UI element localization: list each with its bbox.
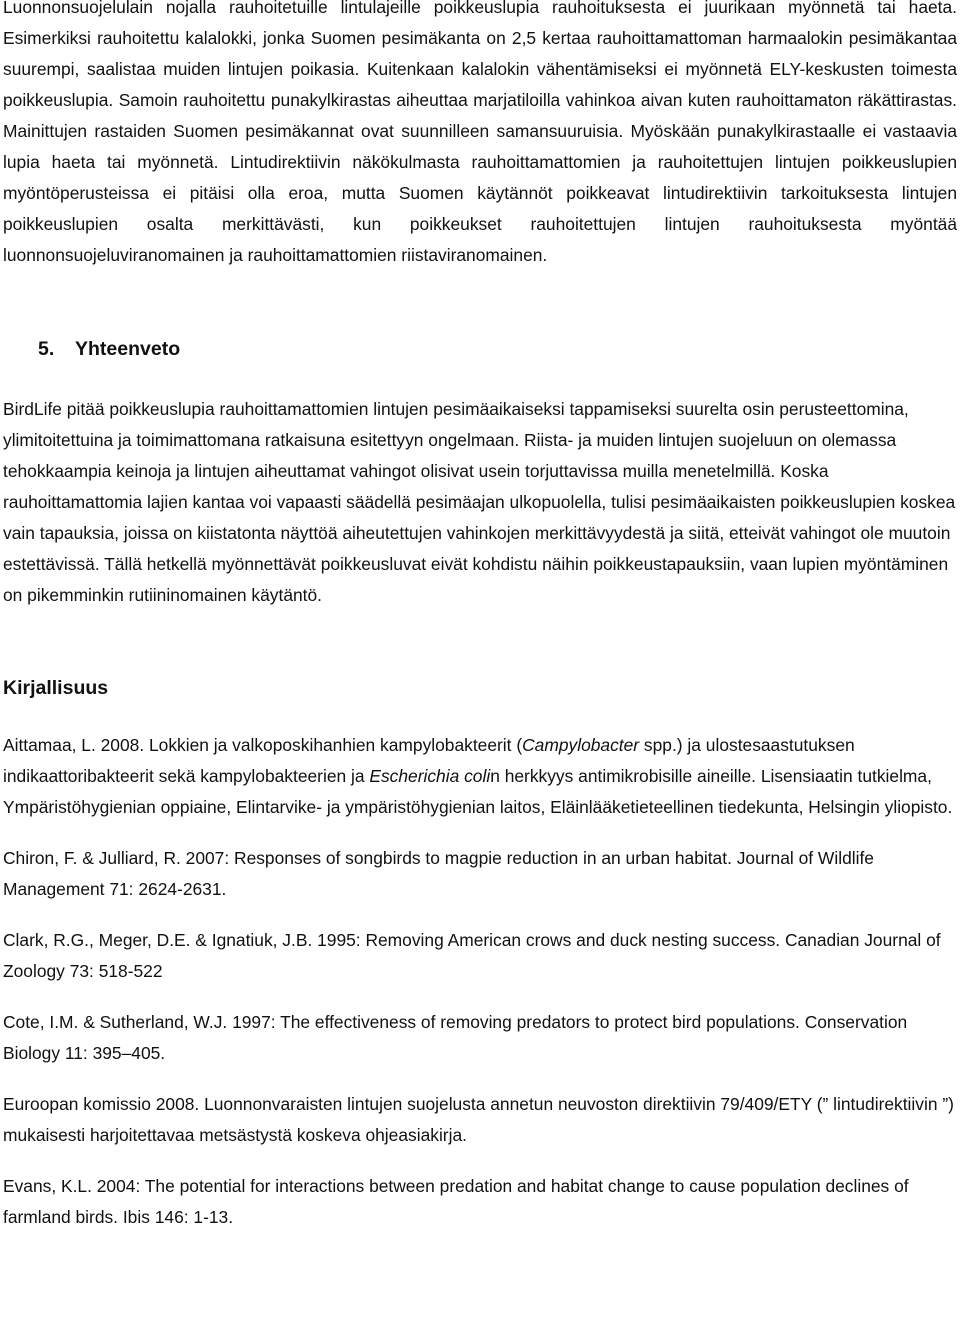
references-heading: Kirjallisuus	[3, 677, 109, 699]
ref-italic-genus: Campylobacter	[522, 735, 640, 755]
ref-italic-species: Escherichia coli	[369, 766, 491, 786]
section-number: 5.	[38, 338, 55, 360]
ref-text: spp.) ja ulostesaastutuksen indikaattoribakteerit sekä kampylobakteerien ja	[3, 735, 855, 786]
reference-entry-chiron: Chiron, F. & Julliard, R. 2007: Responses of songbirds to magpie reduction in an urban habitat. Journal of Wildlife Management 71: 2624-2631.	[3, 848, 874, 899]
reference-entry-clark: Clark, R.G., Meger, D.E. & Ignatiuk, J.B. 1995: Removing American crows and duck nesting success. Canadian Journal of Zoology 73: 518-522	[3, 930, 941, 981]
section-title: Yhteenveto	[75, 338, 181, 360]
intro-paragraph: Luonnonsuojelulain nojalla rauhoitetuille lintulajeille poikkeuslupia rauhoituksesta ei juurikaan myönnetä tai haeta. Esimerkiksi rauhoitettu kalalokki, jonka Suomen pesimäkanta on 2,5 kertaa rauhoittamattoman harmaalokin pesimäkantaa suurempi, saalistaa muiden lintujen poikasia. Kuitenkaan kalalokin vähentämiseksi ei myönnetä ELY-keskusten toimesta poikkeuslupia. Samoin rauhoitettu punakylkirastas aiheuttaa marjatiloilla vahinkoa aivan kuten rauhoittamaton räkättirastas. Mainittujen rastaiden Suomen pesimäkannat ovat suunnilleen samansuuruisia. Myöskään punakylkirastaalle ei vastaavia lupia haeta tai myönnetä. Lintudirektiivin näkökulmasta rauhoittamattomien ja rauhoitettujen lintujen poikkeuslupien myöntöperusteissa ei pitäisi olla eroa, mutta Suomen käytännöt poikkeavat lintudirektiivin tarkoituksesta lintujen poikkeuslupien osalta merkittävästi, kun poikkeukset rauhoitettujen lintujen rauhoituksesta myöntää luonnonsuojeluviranomainen ja rauhoittamattomien riistaviranomainen.	[3, 0, 957, 265]
summary-paragraph: BirdLife pitää poikkeuslupia rauhoittamattomien lintujen pesimäaikaiseksi tappamiseksi suurelta osin perusteettomina, ylimitoitettuina ja toimimattomana ratkaisuna esitettyyn ongelmaan. Riista- ja muiden lintujen suojeluun on olemassa tehokkaampia keinoja ja lintujen aiheuttamat vahingot olisivat usein torjuttavissa muilla menetelmillä. Koska rauhoittamattomia lajien kantaa voi vapaasti säädellä pesimäajan ulkopuolella, tulisi pesimäaikaisten poikkeuslupien koskea vain tapauksia, joissa on kiistatonta näyttöä aiheutettujen vahinkojen merkittävyydestä ja siitä, etteivät vahingot ole muutoin estettävissä. Tällä hetkellä myönnettävät poikkeusluvat eivät kohdistu näihin poikkeustapauksiin, vaan lupien myöntäminen on pikemminkin rutiininomainen käytäntö.	[3, 399, 956, 605]
document-page	[3, 0, 957, 1233]
reference-entry-euroopan-komissio: Euroopan komissio 2008. Luonnonvaraisten lintujen suojelusta annetun neuvoston direktiivin 79/409/ETY (” lintudirektiivin ”) mukaisesti harjoitettavaa metsästystä koskeva ohjeasiakirja.	[3, 1094, 954, 1145]
reference-entry-aittamaa	[3, 730, 957, 823]
reference-entry-cote: Cote, I.M. & Sutherland, W.J. 1997: The effectiveness of removing predators to protect bird populations. Conservation Biology 11: 395–405.	[3, 1012, 908, 1063]
reference-entry-evans: Evans, K.L. 2004: The potential for interactions between predation and habitat change to cause population declines of farmland birds. Ibis 146: 1-13.	[3, 1176, 909, 1227]
ref-text: n herkkyys antimikrobisille aineille. Lisensiaatin tutkielma, Ympäristöhygienian oppiaine, Elintarvike- ja ympäristöhygienian laitos, Eläinlääketieteellinen tiedekunta, Helsingin yliopisto.	[3, 766, 953, 817]
section-heading	[3, 336, 957, 362]
ref-text: Aittamaa, L. 2008. Lokkien ja valkoposkihanhien kampylobakteerit (	[3, 735, 523, 755]
